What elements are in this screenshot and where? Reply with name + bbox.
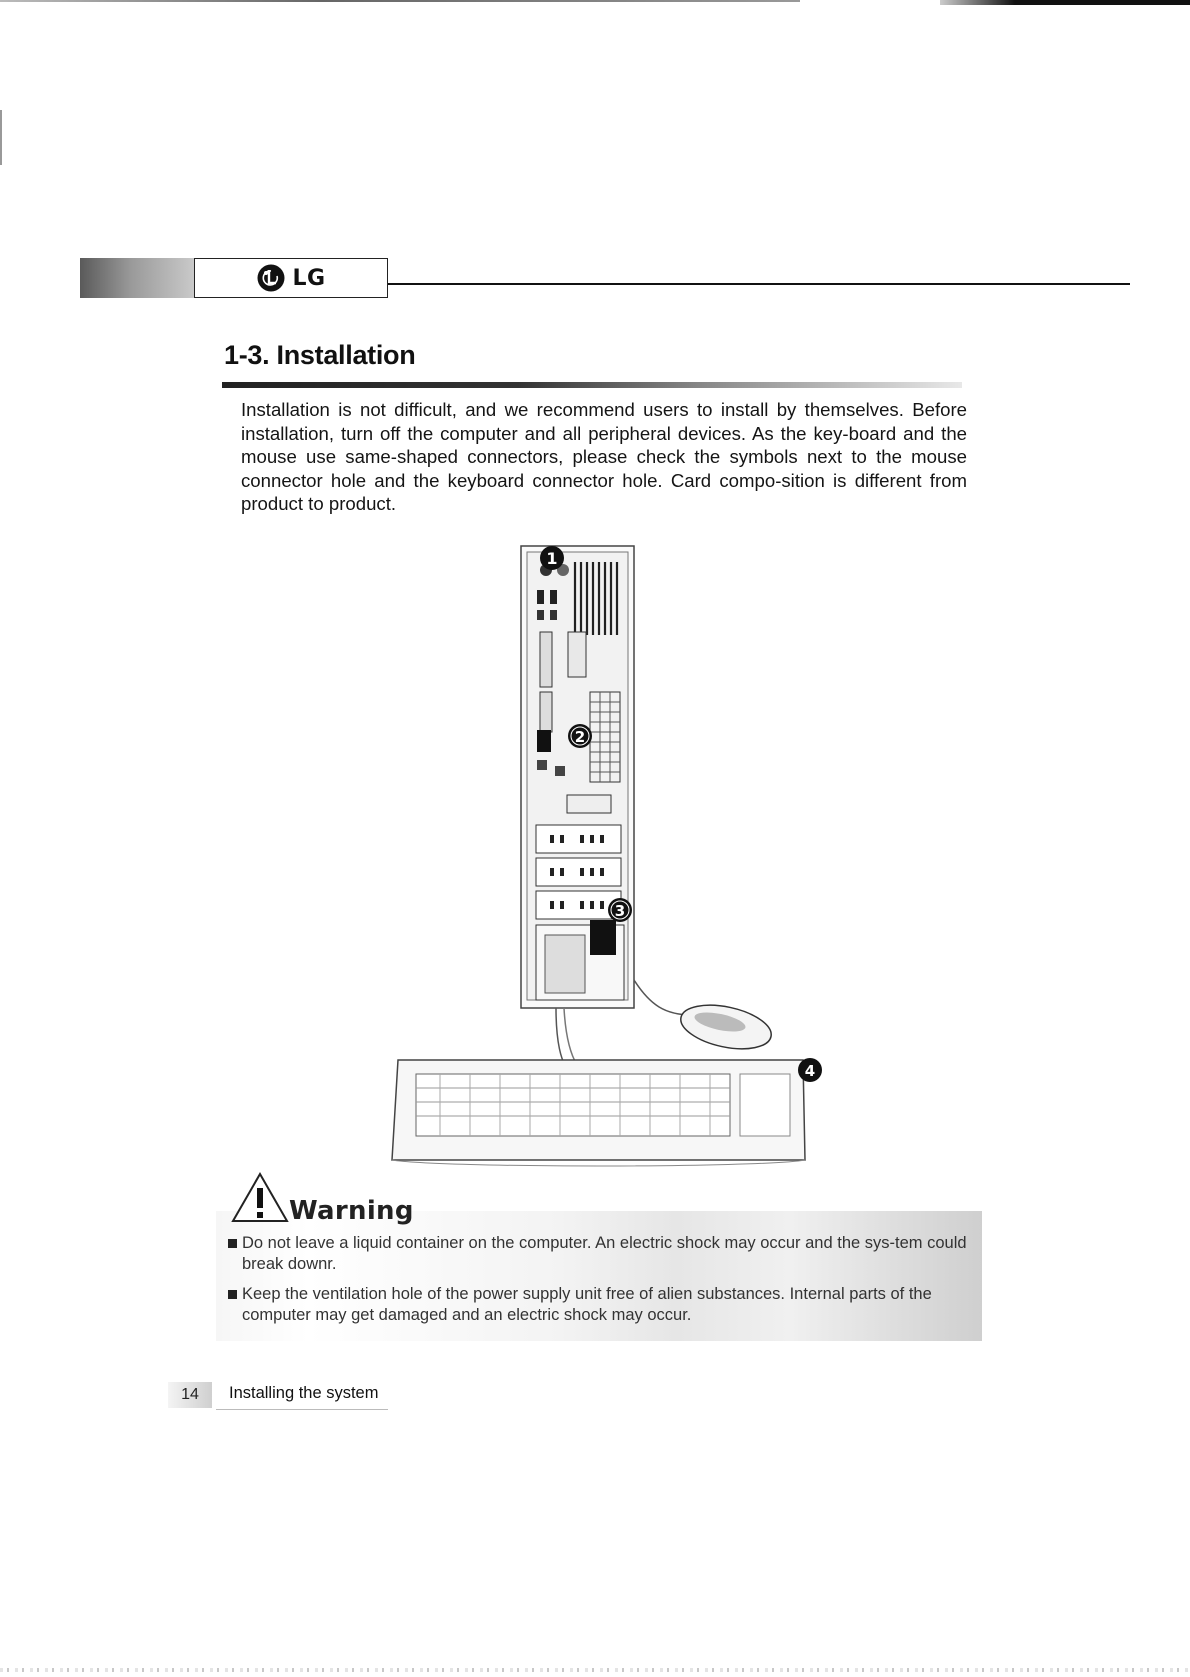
top-scan-rule (0, 0, 800, 2)
callout-1 (540, 546, 564, 570)
bottom-scan-edge (0, 1668, 1190, 1672)
title-underline (222, 382, 962, 388)
callout-3 (608, 898, 632, 922)
footer-rule (216, 1409, 388, 1410)
callout-4 (798, 1058, 822, 1082)
svg-text:3: 3 (614, 902, 626, 920)
svg-text:2: 2 (574, 728, 586, 746)
warning-list (226, 1233, 976, 1335)
chapter-title: Installing the system (229, 1384, 379, 1402)
lg-face-icon (256, 263, 286, 293)
svg-text:4: 4 (804, 1062, 816, 1080)
svg-text:1: 1 (546, 549, 558, 568)
pc-rear-illustration (380, 540, 850, 1172)
warning-item (226, 1233, 976, 1275)
square-bullet-icon (228, 1290, 237, 1299)
callout-2 (568, 724, 592, 748)
intro-paragraph: Installation is not difficult, and we recommend users to install by themselves. Before installation, turn off the computer and all peripheral devices. As the key-board and the mouse use same-shaped connectors, please check the symbols next to the mouse connector hole and the keyboard connector hole. Card compo-sition is different from product to product. (241, 399, 967, 514)
header-rule (388, 283, 1130, 285)
square-bullet-icon (228, 1239, 237, 1248)
page-number: 14 (168, 1382, 212, 1408)
lg-logo (194, 258, 388, 298)
left-scan-mark (0, 110, 2, 165)
header-gradient-block (80, 258, 194, 298)
warning-item (226, 1284, 976, 1326)
warning-triangle-icon (230, 1170, 290, 1224)
warning-item-text: Do not leave a liquid container on the computer. An electric shock may occur and the sys-tem could break downr. (242, 1234, 967, 1273)
logo-text: LG (292, 265, 326, 291)
warning-item-text: Keep the ventilation hole of the power supply unit free of alien substances. Internal parts of the computer may get damaged and an electric shock may occur. (242, 1285, 932, 1324)
section-title: 1-3. Installation (224, 340, 416, 370)
warning-title: Warning (289, 1196, 414, 1226)
installation-figure (380, 540, 850, 1172)
top-scan-rule-right (940, 0, 1190, 5)
